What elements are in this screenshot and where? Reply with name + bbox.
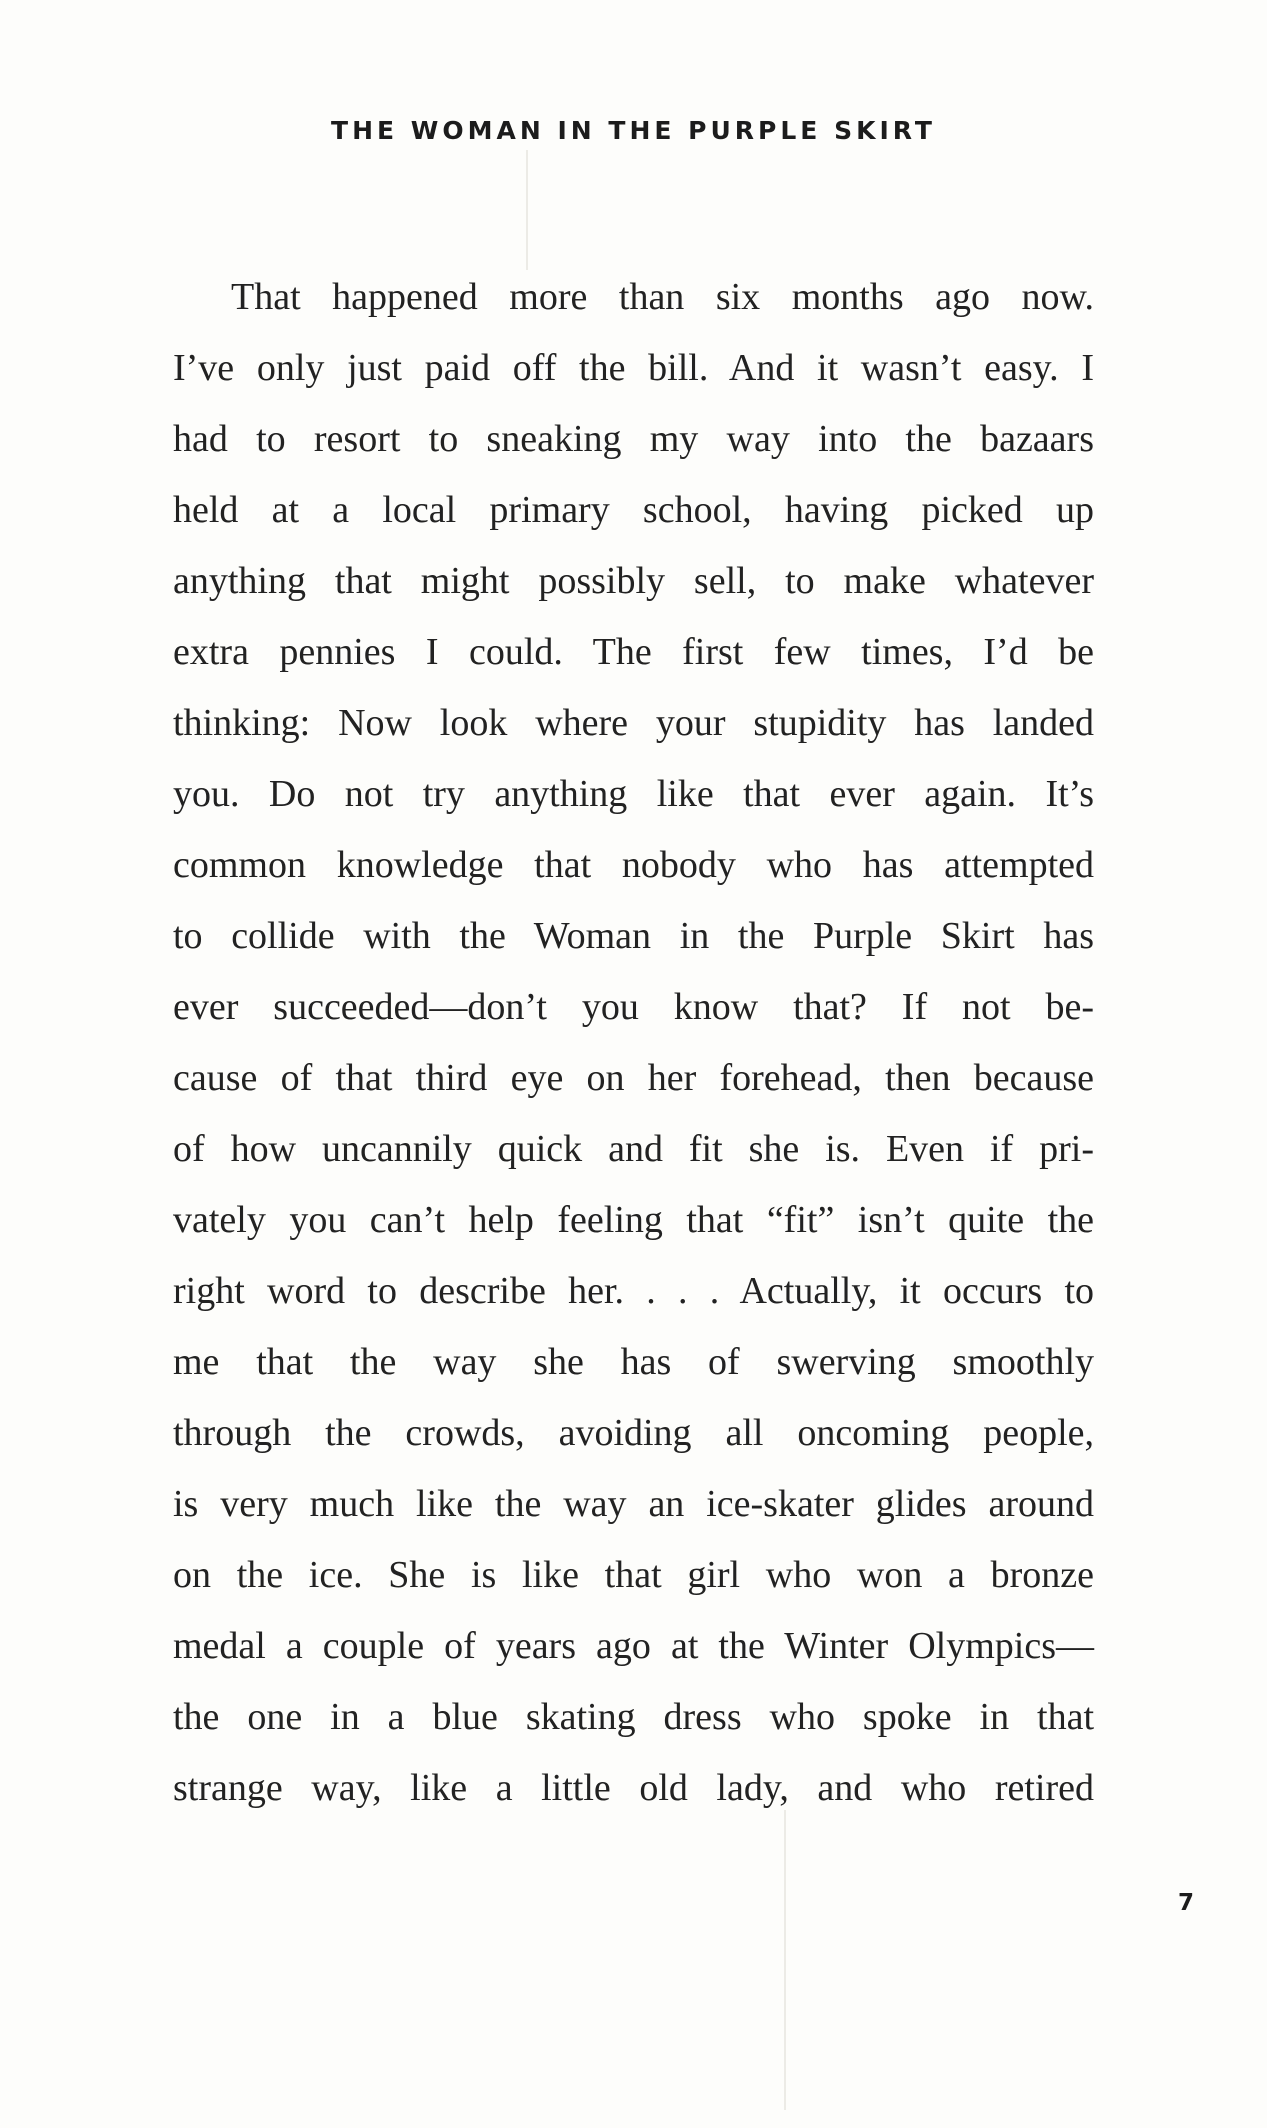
page-crease-top xyxy=(526,150,528,270)
text-line: through the crowds, avoiding all oncoming people, xyxy=(173,1412,1094,1454)
text-line: is very much like the way an ice-skater glides around xyxy=(173,1483,1094,1525)
text-line: held at a local primary school, having picked up xyxy=(173,489,1094,531)
text-line: the one in a blue skating dress who spoke in that xyxy=(173,1696,1094,1738)
page-crease-bottom xyxy=(784,1810,786,2110)
text-line: right word to describe her. . . . Actually, it occurs to xyxy=(173,1270,1094,1312)
text-line: of how uncannily quick and fit she is. Even if pri- xyxy=(173,1128,1094,1170)
text-line: common knowledge that nobody who has attempted xyxy=(173,844,1094,886)
text-line: That happened more than six months ago now. xyxy=(231,276,1094,318)
text-line: extra pennies I could. The first few times, I’d be xyxy=(173,631,1094,673)
page-number: 7 xyxy=(1178,1890,1195,1916)
text-line: ever succeeded—don’t you know that? If not be- xyxy=(173,986,1094,1028)
text-line: had to resort to sneaking my way into the bazaars xyxy=(173,418,1094,460)
text-line: thinking: Now look where your stupidity has landed xyxy=(173,702,1094,744)
text-line: I’ve only just paid off the bill. And it wasn’t easy. I xyxy=(173,347,1094,389)
running-head: THE WOMAN IN THE PURPLE SKIRT xyxy=(331,116,936,145)
text-line: vately you can’t help feeling that “fit” isn’t quite the xyxy=(173,1199,1094,1241)
text-line: strange way, like a little old lady, and who retired xyxy=(173,1767,1094,1809)
text-line: cause of that third eye on her forehead, then because xyxy=(173,1057,1094,1099)
text-line: me that the way she has of swerving smoothly xyxy=(173,1341,1094,1383)
text-line: to collide with the Woman in the Purple Skirt has xyxy=(173,915,1094,957)
text-line: anything that might possibly sell, to make whatever xyxy=(173,560,1094,602)
body-text xyxy=(173,262,1094,1824)
text-line: you. Do not try anything like that ever again. It’s xyxy=(173,773,1094,815)
text-line: on the ice. She is like that girl who won a bronze xyxy=(173,1554,1094,1596)
text-line: medal a couple of years ago at the Winter Olympics— xyxy=(173,1625,1094,1667)
